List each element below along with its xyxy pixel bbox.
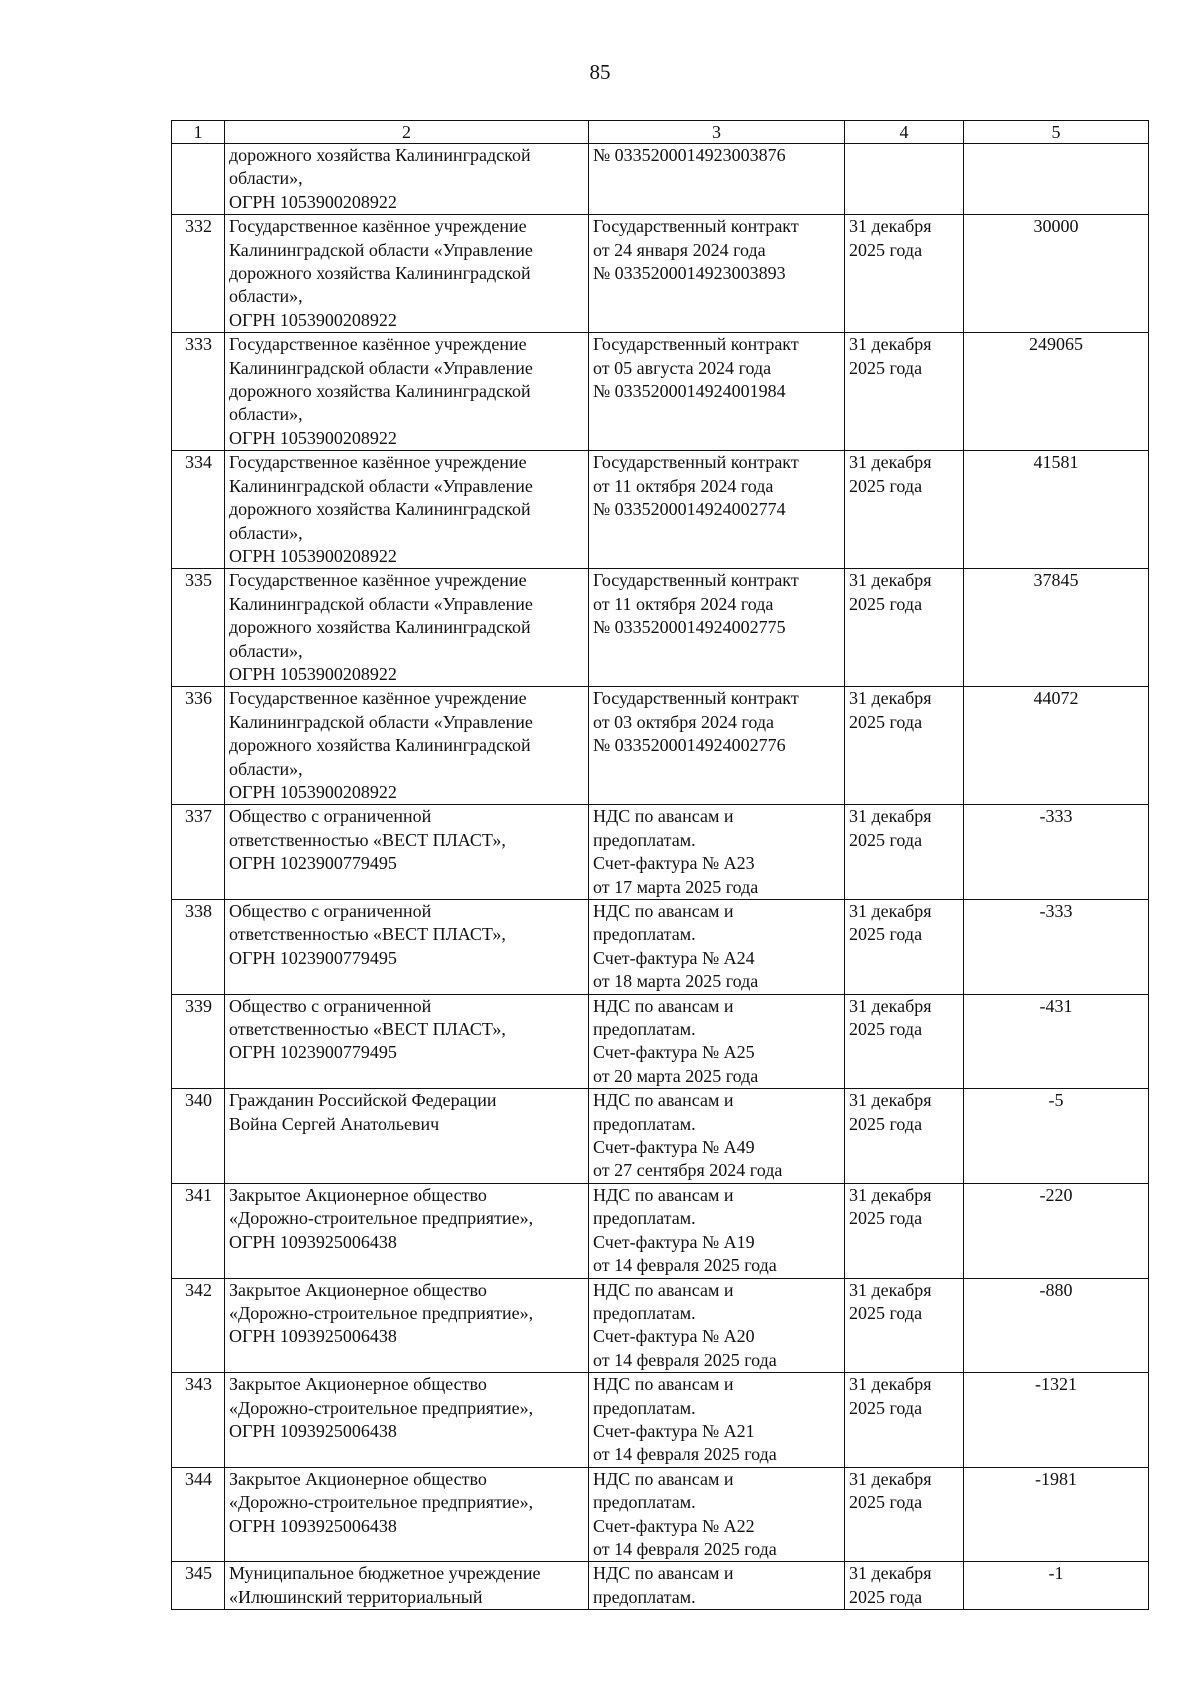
basis-document-line: от 17 марта 2025 года bbox=[593, 876, 759, 897]
basis-document-cell bbox=[589, 569, 845, 687]
counterparty-line: дорожного хозяйства Калининградской bbox=[229, 617, 531, 638]
due-date-line: 31 декабря bbox=[849, 570, 932, 591]
row-number bbox=[172, 1562, 225, 1610]
document-table bbox=[171, 120, 1149, 1610]
counterparty-line: дорожного хозяйства Калининградской bbox=[229, 145, 531, 165]
amount-value: -1981 bbox=[1035, 1468, 1077, 1489]
table-row bbox=[172, 1562, 1149, 1610]
counterparty-cell bbox=[225, 1183, 589, 1278]
basis-document-line: № 0335200014924002775 bbox=[593, 617, 786, 638]
basis-document-line: предоплатам. bbox=[593, 1302, 696, 1323]
row-number bbox=[172, 687, 225, 805]
amount-value: -880 bbox=[1039, 1279, 1073, 1300]
amount-cell bbox=[964, 1089, 1149, 1184]
basis-document-line: НДС по авансам и bbox=[593, 1090, 734, 1111]
amount-cell bbox=[964, 994, 1149, 1089]
amount-cell bbox=[964, 451, 1149, 569]
counterparty-line: области», bbox=[229, 758, 303, 779]
basis-document-line: № 0335200014924001984 bbox=[593, 381, 786, 402]
due-date-cell bbox=[845, 994, 964, 1089]
basis-document-line: НДС по авансам и bbox=[593, 1184, 734, 1205]
counterparty-cell bbox=[225, 1562, 589, 1610]
basis-document-cell bbox=[589, 1373, 845, 1468]
amount-value: 41581 bbox=[1033, 452, 1079, 473]
basis-document-cell bbox=[589, 1089, 845, 1184]
due-date-line: 31 декабря bbox=[849, 688, 932, 709]
counterparty-line: ответственностью «ВЕСТ ПЛАСТ», bbox=[229, 924, 506, 945]
counterparty-cell bbox=[225, 144, 589, 215]
amount-value: 249065 bbox=[1029, 334, 1083, 355]
basis-document-line: от 18 марта 2025 года bbox=[593, 971, 759, 992]
due-date-cell bbox=[845, 805, 964, 900]
counterparty-line: Гражданин Российской Федерации bbox=[229, 1090, 497, 1111]
counterparty-line: Государственное казённое учреждение bbox=[229, 216, 527, 237]
counterparty-line: Закрытое Акционерное общество bbox=[229, 1468, 487, 1489]
due-date-line: 2025 года bbox=[849, 829, 923, 850]
basis-document-cell bbox=[589, 994, 845, 1089]
amount-cell bbox=[964, 1183, 1149, 1278]
basis-document-line: от 14 февраля 2025 года bbox=[593, 1255, 777, 1276]
column-header-3: 3 bbox=[589, 121, 845, 144]
row-number bbox=[172, 451, 225, 569]
row-number-text: 343 bbox=[185, 1374, 212, 1395]
due-date-cell bbox=[845, 900, 964, 995]
amount-value: -333 bbox=[1039, 806, 1073, 827]
due-date-line: 31 декабря bbox=[849, 901, 932, 921]
basis-document-cell bbox=[589, 144, 845, 215]
table-body bbox=[172, 121, 1149, 1610]
row-number bbox=[172, 900, 225, 995]
basis-document-line: НДС по авансам и bbox=[593, 806, 734, 827]
table-row bbox=[172, 569, 1149, 687]
basis-document-line: Счет-фактура № А49 bbox=[593, 1137, 755, 1158]
table-row bbox=[172, 1089, 1149, 1184]
counterparty-line: дорожного хозяйства Калининградской bbox=[229, 499, 531, 520]
counterparty-line: ОГРН 1093925006438 bbox=[229, 1515, 397, 1536]
basis-document-cell bbox=[589, 805, 845, 900]
counterparty-line: Государственное казённое учреждение bbox=[229, 334, 527, 355]
counterparty-line: ОГРН 1053900208922 bbox=[229, 309, 397, 330]
amount-cell bbox=[964, 900, 1149, 995]
counterparty-line: Война Сергей Анатольевич bbox=[229, 1113, 440, 1134]
amount-cell bbox=[964, 215, 1149, 333]
counterparty-line: ответственностью «ВЕСТ ПЛАСТ», bbox=[229, 1019, 506, 1040]
due-date-line: 31 декабря bbox=[849, 1563, 932, 1584]
counterparty-line: ОГРН 1023900779495 bbox=[229, 853, 397, 874]
amount-cell bbox=[964, 1278, 1149, 1373]
basis-document-cell bbox=[589, 333, 845, 451]
basis-document-line: № 0335200014924002776 bbox=[593, 735, 786, 756]
amount-value: -333 bbox=[1039, 901, 1073, 921]
counterparty-line: «Илюшинский территориальный bbox=[229, 1586, 483, 1607]
basis-document-cell bbox=[589, 1278, 845, 1373]
column-header-1: 1 bbox=[172, 121, 225, 144]
counterparty-line: ОГРН 1023900779495 bbox=[229, 1042, 397, 1063]
due-date-cell bbox=[845, 569, 964, 687]
due-date-cell bbox=[845, 1373, 964, 1468]
row-number bbox=[172, 215, 225, 333]
basis-document-line: предоплатам. bbox=[593, 1113, 696, 1134]
column-header-5: 5 bbox=[964, 121, 1149, 144]
basis-document-line: предоплатам. bbox=[593, 1397, 696, 1418]
counterparty-line: ОГРН 1093925006438 bbox=[229, 1420, 397, 1441]
row-number bbox=[172, 569, 225, 687]
basis-document-line: Счет-фактура № А20 bbox=[593, 1326, 755, 1347]
counterparty-cell bbox=[225, 1089, 589, 1184]
basis-document-line: Счет-фактура № А23 bbox=[593, 853, 755, 874]
table-row bbox=[172, 451, 1149, 569]
table-row bbox=[172, 687, 1149, 805]
basis-document-line: предоплатам. bbox=[593, 1492, 696, 1513]
due-date-line: 2025 года bbox=[849, 711, 923, 732]
due-date-line: 31 декабря bbox=[849, 995, 932, 1016]
basis-document-line: НДС по авансам и bbox=[593, 995, 734, 1016]
counterparty-line: ОГРН 1093925006438 bbox=[229, 1326, 397, 1347]
row-number-text: 339 bbox=[185, 995, 212, 1016]
counterparty-cell bbox=[225, 1467, 589, 1562]
amount-cell bbox=[964, 1467, 1149, 1562]
basis-document-cell bbox=[589, 1562, 845, 1610]
counterparty-line: Муниципальное бюджетное учреждение bbox=[229, 1563, 541, 1584]
basis-document-line: предоплатам. bbox=[593, 1586, 696, 1607]
due-date-line: 31 декабря bbox=[849, 452, 932, 473]
counterparty-line: области», bbox=[229, 640, 303, 661]
counterparty-line: Закрытое Акционерное общество bbox=[229, 1184, 487, 1205]
row-number-text: 336 bbox=[185, 688, 212, 709]
counterparty-line: ответственностью «ВЕСТ ПЛАСТ», bbox=[229, 829, 506, 850]
table-row bbox=[172, 900, 1149, 995]
due-date-line: 31 декабря bbox=[849, 216, 932, 237]
basis-document-cell bbox=[589, 215, 845, 333]
counterparty-line: Государственное казённое учреждение bbox=[229, 452, 527, 473]
counterparty-line: Государственное казённое учреждение bbox=[229, 570, 527, 591]
basis-document-line: от 11 октября 2024 года bbox=[593, 593, 774, 614]
row-number-text: 341 bbox=[185, 1184, 212, 1205]
due-date-line: 2025 года bbox=[849, 1302, 923, 1323]
basis-document-cell bbox=[589, 1467, 845, 1562]
row-number-text: 345 bbox=[185, 1563, 212, 1584]
basis-document-line: № 0335200014923003876 bbox=[593, 145, 786, 165]
due-date-line: 2025 года bbox=[849, 239, 923, 260]
table-row bbox=[172, 144, 1149, 215]
row-number bbox=[172, 1183, 225, 1278]
due-date-cell bbox=[845, 1089, 964, 1184]
counterparty-line: дорожного хозяйства Калининградской bbox=[229, 263, 531, 284]
due-date-line: 2025 года bbox=[849, 1113, 923, 1134]
basis-document-line: от 14 февраля 2025 года bbox=[593, 1349, 777, 1370]
counterparty-line: ОГРН 1053900208922 bbox=[229, 781, 397, 802]
basis-document-line: от 24 января 2024 года bbox=[593, 239, 766, 260]
row-number-text: 338 bbox=[185, 901, 212, 921]
table-row bbox=[172, 333, 1149, 451]
basis-document-line: предоплатам. bbox=[593, 1019, 696, 1040]
row-number-text: 342 bbox=[185, 1279, 212, 1300]
counterparty-line: ОГРН 1093925006438 bbox=[229, 1231, 397, 1252]
row-number-text: 340 bbox=[185, 1090, 212, 1111]
counterparty-line: области», bbox=[229, 404, 303, 425]
due-date-line: 2025 года bbox=[849, 1586, 923, 1607]
counterparty-line: Закрытое Акционерное общество bbox=[229, 1279, 487, 1300]
row-number bbox=[172, 333, 225, 451]
due-date-line: 2025 года bbox=[849, 1208, 923, 1229]
due-date-line: 31 декабря bbox=[849, 334, 932, 355]
counterparty-line: ОГРН 1053900208922 bbox=[229, 545, 397, 566]
column-header-2: 2 bbox=[225, 121, 589, 144]
due-date-line: 31 декабря bbox=[849, 1468, 932, 1489]
counterparty-line: области», bbox=[229, 168, 303, 189]
due-date-cell bbox=[845, 1562, 964, 1610]
counterparty-line: Калининградской области «Управление bbox=[229, 593, 533, 614]
row-number bbox=[172, 1467, 225, 1562]
row-number-text: 344 bbox=[185, 1468, 212, 1489]
counterparty-line: ОГРН 1053900208922 bbox=[229, 427, 397, 448]
basis-document-line: Государственный контракт bbox=[593, 334, 799, 355]
row-number bbox=[172, 1373, 225, 1468]
row-number-text: 337 bbox=[185, 806, 212, 827]
counterparty-line: Общество с ограниченной bbox=[229, 806, 432, 827]
due-date-cell bbox=[845, 1467, 964, 1562]
row-number-text: 334 bbox=[185, 452, 212, 473]
basis-document-line: Государственный контракт bbox=[593, 688, 799, 709]
counterparty-cell bbox=[225, 569, 589, 687]
basis-document-line: от 05 августа 2024 года bbox=[593, 357, 772, 378]
counterparty-line: дорожного хозяйства Калининградской bbox=[229, 735, 531, 756]
basis-document-line: Счет-фактура № А24 bbox=[593, 947, 755, 968]
basis-document-line: предоплатам. bbox=[593, 829, 696, 850]
basis-document-line: Государственный контракт bbox=[593, 452, 799, 473]
amount-cell bbox=[964, 1373, 1149, 1468]
counterparty-cell bbox=[225, 805, 589, 900]
counterparty-line: «Дорожно-строительное предприятие», bbox=[229, 1302, 534, 1323]
due-date-line: 31 декабря bbox=[849, 806, 932, 827]
due-date-cell bbox=[845, 687, 964, 805]
basis-document-line: Счет-фактура № А22 bbox=[593, 1515, 755, 1536]
amount-value: -5 bbox=[1048, 1090, 1064, 1111]
basis-document-line: от 20 марта 2025 года bbox=[593, 1065, 759, 1086]
due-date-line: 2025 года bbox=[849, 924, 923, 945]
table-row bbox=[172, 1467, 1149, 1562]
counterparty-line: «Дорожно-строительное предприятие», bbox=[229, 1208, 534, 1229]
amount-cell bbox=[964, 333, 1149, 451]
due-date-line: 31 декабря bbox=[849, 1090, 932, 1111]
counterparty-line: ОГРН 1023900779495 bbox=[229, 947, 397, 968]
row-number-text: 333 bbox=[185, 334, 212, 355]
due-date-line: 2025 года bbox=[849, 1019, 923, 1040]
basis-document-line: от 14 февраля 2025 года bbox=[593, 1444, 777, 1465]
amount-value: -1 bbox=[1048, 1563, 1064, 1584]
basis-document-line: НДС по авансам и bbox=[593, 1468, 734, 1489]
due-date-line: 2025 года bbox=[849, 1397, 923, 1418]
basis-document-line: НДС по авансам и bbox=[593, 1374, 734, 1395]
row-number-text: 335 bbox=[185, 570, 212, 591]
counterparty-line: ОГРН 1053900208922 bbox=[229, 663, 397, 684]
counterparty-cell bbox=[225, 333, 589, 451]
basis-document-line: от 11 октября 2024 года bbox=[593, 475, 774, 496]
due-date-cell bbox=[845, 451, 964, 569]
counterparty-cell bbox=[225, 1373, 589, 1468]
due-date-line: 2025 года bbox=[849, 1492, 923, 1513]
counterparty-line: «Дорожно-строительное предприятие», bbox=[229, 1492, 534, 1513]
table-row bbox=[172, 994, 1149, 1089]
counterparty-line: области», bbox=[229, 286, 303, 307]
due-date-line: 2025 года bbox=[849, 593, 923, 614]
counterparty-cell bbox=[225, 687, 589, 805]
table-row bbox=[172, 1373, 1149, 1468]
due-date-line: 31 декабря bbox=[849, 1184, 932, 1205]
counterparty-line: Калининградской области «Управление bbox=[229, 357, 533, 378]
counterparty-line: Общество с ограниченной bbox=[229, 901, 432, 921]
due-date-line: 31 декабря bbox=[849, 1374, 932, 1395]
row-number bbox=[172, 805, 225, 900]
counterparty-line: Общество с ограниченной bbox=[229, 995, 432, 1016]
basis-document-line: Государственный контракт bbox=[593, 570, 799, 591]
counterparty-line: ОГРН 1053900208922 bbox=[229, 191, 397, 212]
table-row bbox=[172, 805, 1149, 900]
counterparty-line: Закрытое Акционерное общество bbox=[229, 1374, 487, 1395]
due-date-cell bbox=[845, 1183, 964, 1278]
table-row bbox=[172, 1278, 1149, 1373]
due-date-line: 2025 года bbox=[849, 475, 923, 496]
basis-document-cell bbox=[589, 1183, 845, 1278]
basis-document-cell bbox=[589, 687, 845, 805]
basis-document-line: № 0335200014924002774 bbox=[593, 499, 786, 520]
due-date-line: 2025 года bbox=[849, 357, 923, 378]
counterparty-line: «Дорожно-строительное предприятие», bbox=[229, 1397, 534, 1418]
table-row bbox=[172, 1183, 1149, 1278]
counterparty-cell bbox=[225, 451, 589, 569]
counterparty-line: Калининградской области «Управление bbox=[229, 239, 533, 260]
due-date-cell bbox=[845, 333, 964, 451]
amount-cell bbox=[964, 144, 1149, 215]
table-header-row bbox=[172, 121, 1149, 144]
counterparty-line: области», bbox=[229, 522, 303, 543]
basis-document-cell bbox=[589, 900, 845, 995]
counterparty-line: Калининградской области «Управление bbox=[229, 475, 533, 496]
amount-cell bbox=[964, 1562, 1149, 1610]
amount-cell bbox=[964, 805, 1149, 900]
due-date-line: 31 декабря bbox=[849, 1279, 932, 1300]
due-date-cell bbox=[845, 1278, 964, 1373]
counterparty-line: дорожного хозяйства Калининградской bbox=[229, 381, 531, 402]
basis-document-line: Счет-фактура № А25 bbox=[593, 1042, 755, 1063]
basis-document-line: № 0335200014923003893 bbox=[593, 263, 786, 284]
counterparty-cell bbox=[225, 1278, 589, 1373]
basis-document-cell bbox=[589, 451, 845, 569]
row-number-text: 332 bbox=[185, 216, 212, 237]
basis-document-line: от 14 февраля 2025 года bbox=[593, 1538, 777, 1559]
amount-cell bbox=[964, 569, 1149, 687]
basis-document-line: НДС по авансам и bbox=[593, 901, 734, 921]
basis-document-line: НДС по авансам и bbox=[593, 1563, 734, 1584]
basis-document-line: от 27 сентября 2024 года bbox=[593, 1160, 783, 1181]
amount-value: -1321 bbox=[1035, 1374, 1077, 1395]
row-number bbox=[172, 144, 225, 215]
amount-value: 30000 bbox=[1033, 216, 1079, 237]
counterparty-line: Государственное казённое учреждение bbox=[229, 688, 527, 709]
basis-document-line: НДС по авансам и bbox=[593, 1279, 734, 1300]
counterparty-cell bbox=[225, 900, 589, 995]
basis-document-line: предоплатам. bbox=[593, 924, 696, 945]
basis-document-line: Счет-фактура № А19 bbox=[593, 1231, 755, 1252]
counterparty-line: Калининградской области «Управление bbox=[229, 711, 533, 732]
amount-value: 44072 bbox=[1033, 688, 1079, 709]
row-number bbox=[172, 994, 225, 1089]
page-number: 85 bbox=[589, 60, 611, 84]
basis-document-line: от 03 октября 2024 года bbox=[593, 711, 775, 732]
counterparty-cell bbox=[225, 994, 589, 1089]
due-date-cell bbox=[845, 144, 964, 215]
column-header-4: 4 bbox=[845, 121, 964, 144]
amount-value: 37845 bbox=[1033, 570, 1079, 591]
basis-document-line: предоплатам. bbox=[593, 1208, 696, 1229]
row-number bbox=[172, 1278, 225, 1373]
table-row bbox=[172, 215, 1149, 333]
amount-value: -431 bbox=[1039, 995, 1073, 1016]
row-number bbox=[172, 1089, 225, 1184]
due-date-cell bbox=[845, 215, 964, 333]
basis-document-line: Счет-фактура № А21 bbox=[593, 1420, 755, 1441]
amount-cell bbox=[964, 687, 1149, 805]
basis-document-line: Государственный контракт bbox=[593, 216, 799, 237]
counterparty-cell bbox=[225, 215, 589, 333]
amount-value: -220 bbox=[1039, 1184, 1073, 1205]
